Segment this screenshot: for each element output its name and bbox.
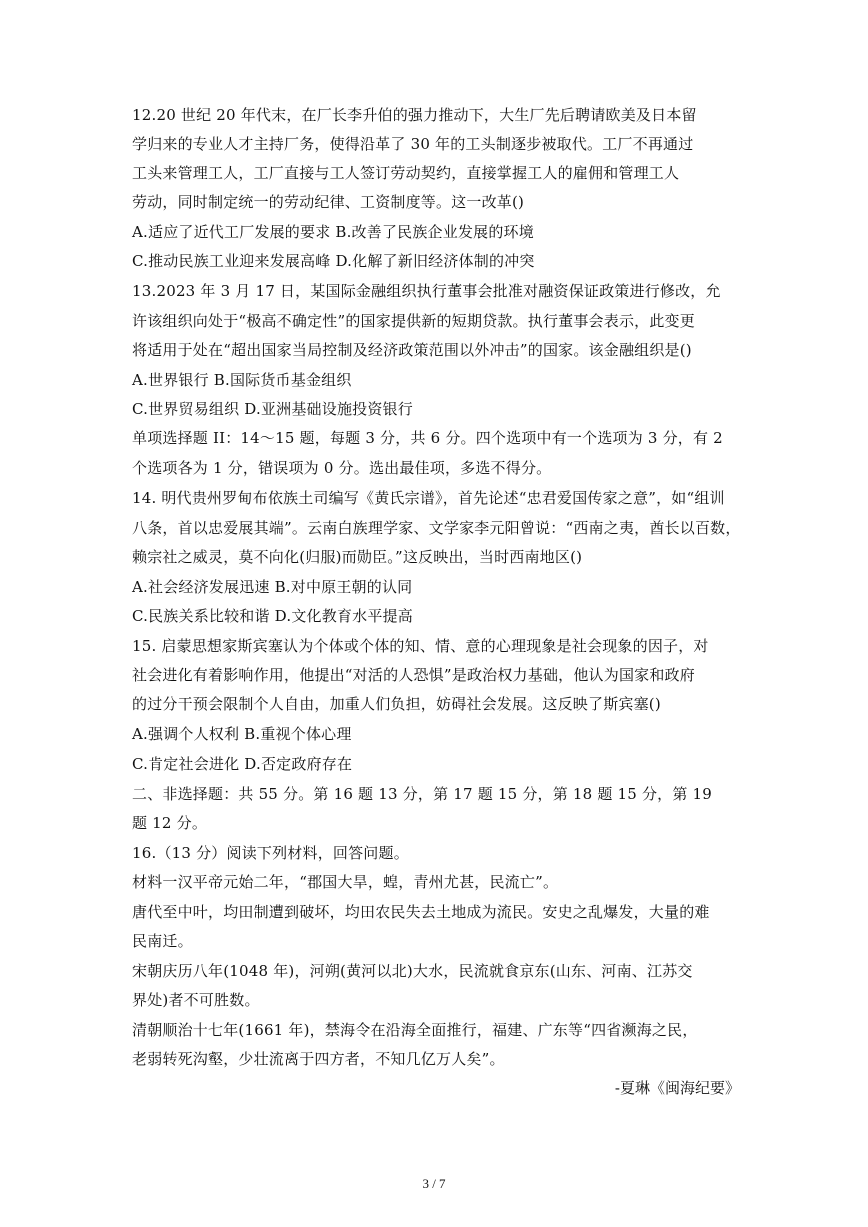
q13-option-cd: C.世界贸易组织 D.亚洲基础设施投资银行 (132, 400, 413, 418)
material-one-line-1: 材料一汉平帝元始二年，“郡国大旱，蝗，青州尤甚，民流亡”。 (132, 873, 559, 891)
q15-option-ab: A.强调个人权利 B.重视个体心理 (132, 725, 352, 743)
q14-option-cd: C.民族关系比较和谐 D.文化教育水平提高 (132, 607, 413, 625)
page-number: 3 / 7 (422, 1176, 446, 1191)
q12-option-ab: A.适应了近代工厂发展的要求 B.改善了民族企业发展的环境 (132, 223, 534, 241)
q12-line-4: 劳动，同时制定统一的劳动纪律、工资制度等。这一改革() (132, 193, 525, 211)
material-one-line-5: 界处)者不可胜数。 (132, 991, 260, 1009)
q13-line-1: 13.2023 年 3 月 17 日，某国际金融组织执行董事会批准对融资保证政策进行修改，允 (132, 282, 721, 300)
q15-line-1: 15. 启蒙思想家斯宾塞认为个体或个体的知、情、意的心理现象是社会现象的因子，对 (132, 637, 709, 655)
section-two-heading-line-2: 题 12 分。 (132, 814, 208, 832)
material-one-line-4: 宋朝庆历八年(1048 年)，河朔(黄河以北)大水，民流就食京东(山东、河南、江苏交 (132, 962, 693, 980)
q15-line-2: 社会进化有着影响作用，他提出“对活的人恐惧”是政治权力基础，他认为国家和政府 (132, 666, 695, 684)
q14-line-1: 14. 明代贵州罗甸布依族土司编写《黄氏宗谱》，首先论述“忠君爱国传家之意”，如“组训 (132, 489, 725, 507)
section-two-heading-line-1: 二、非选择题：共 55 分。第 16 题 13 分，第 17 题 15 分，第 18 题 15 分，第 19 (132, 785, 713, 803)
q15-option-cd: C.肯定社会进化 D.否定政府存在 (132, 755, 353, 773)
q12-line-1: 12.20 世纪 20 年代末，在厂长李升伯的强力推动下，大生厂先后聘请欧美及日本留 (132, 106, 697, 124)
q13-option-ab: A.世界银行 B.国际货币基金组织 (132, 371, 352, 389)
q13-line-2: 许该组织向处于“极高不确定性”的国家提供新的短期贷款。执行董事会表示，此变更 (132, 312, 695, 330)
material-one-line-2: 唐代至中叶，均田制遭到破坏，均田农民失去土地成为流民。安史之乱爆发，大量的难 (132, 903, 710, 921)
q12-option-cd: C.推动民族工业迎来发展高峰 D.化解了新旧经济体制的冲突 (132, 252, 535, 270)
q16-prompt: 16.（13 分）阅读下列材料，回答问题。 (132, 844, 409, 862)
q15-line-3: 的过分干预会限制个人自由，加重人们负担，妨碍社会发展。这反映了斯宾塞() (132, 695, 661, 713)
material-one-line-7: 老弱转死沟壑，少壮流离于四方者，不知几亿万人矣”。 (132, 1050, 505, 1068)
q12-line-2: 学归来的专业人才主持厂务，使得沿革了 30 年的工头制逐步被取代。工厂不再通过 (132, 135, 694, 153)
q14-option-ab: A.社会经济发展迅速 B.对中原王朝的认同 (132, 578, 413, 596)
section-instruction-line-1: 单项选择题 II：14～15 题，每题 3 分，共 6 分。四个选项中有一个选项为 3 分，有 2 (132, 429, 723, 447)
q12-line-3: 工头来管理工人，工厂直接与工人签订劳动契约，直接掌握工人的雇佣和管理工人 (132, 164, 680, 182)
q13-line-3: 将适用于处在“超出国家当局控制及经济政策范围以外冲击”的国家。该金融组织是() (132, 341, 692, 359)
section-instruction-line-2: 个选项各为 1 分，错误项为 0 分。选出最佳项，多选不得分。 (132, 459, 552, 477)
material-one-line-6: 清朝顺治十七年(1661 年)，禁海令在沿海全面推行，福建、广东等“四省濒海之民， (132, 1021, 698, 1039)
material-source: -夏琳《闽海纪要》 (614, 1079, 740, 1097)
q14-line-3: 赖宗社之威灵，莫不向化(归服)而勋臣。”这反映出，当时西南地区() (132, 548, 583, 566)
q14-line-2: 八条，首以忠爱展其端”。云南白族理学家、文学家李元阳曾说：“西南之夷，酋长以百数， (132, 519, 741, 537)
material-one-line-3: 民南迁。 (132, 932, 193, 950)
